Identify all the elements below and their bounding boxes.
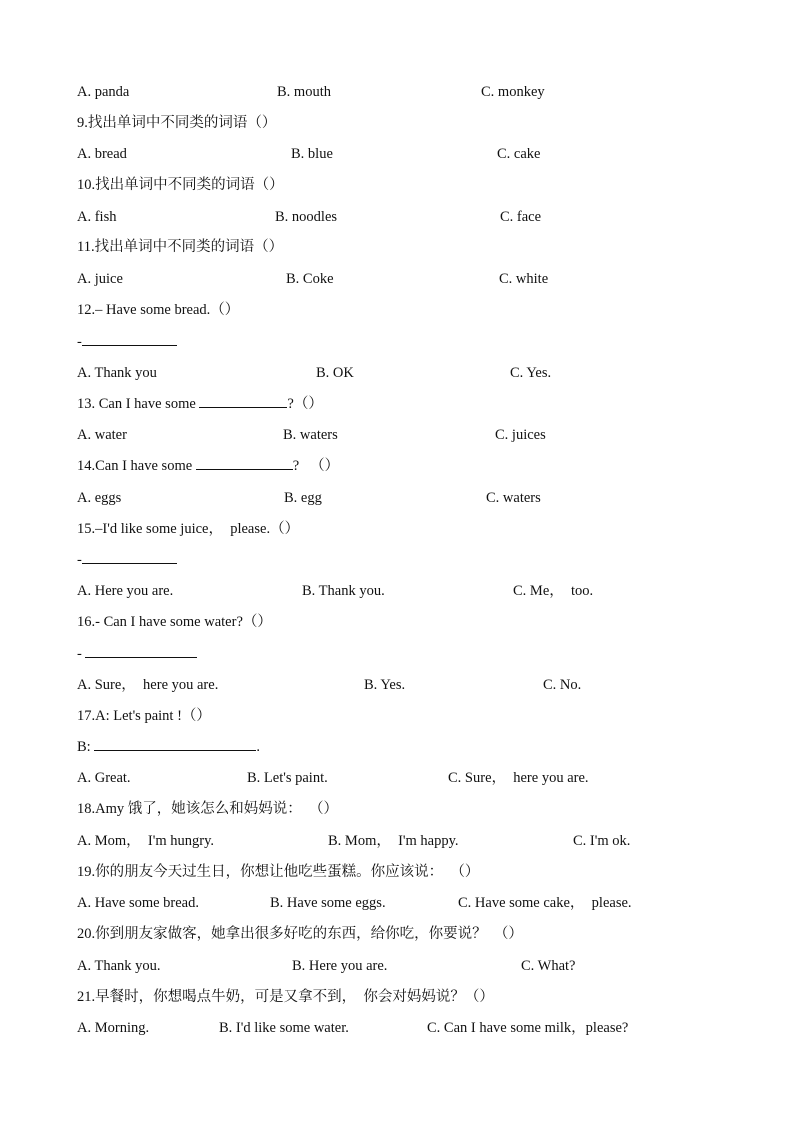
options-row-q8 [0,81,793,103]
option-a: A. panda [77,84,130,100]
question-prompt-q12 [0,299,793,321]
options-row-q11 [0,268,793,290]
question-prompt-q19 [0,861,793,883]
option-a: A. Here you are. [77,583,174,599]
option-b: B. I'd like some water. [219,1020,349,1036]
option-c: C. monkey [481,84,545,100]
option-c: C. Me， too. [513,583,594,599]
question-text: 11.找出单词中不同类的词语（） [77,239,284,255]
option-a: A. juice [77,271,123,287]
options-row-q13 [0,424,793,446]
answer-blank [196,455,293,470]
question-text: 20.你到朋友家做客，她拿出很多好吃的东西，给你吃，你要说？ （） [77,926,523,942]
question-prompt-q20 [0,923,793,945]
dash: - [77,646,86,662]
question-text-end: ?（） [287,396,323,412]
question-text: 9.找出单词中不同类的词语（） [77,115,277,131]
answer-blank [85,643,197,658]
question-prompt-q11 [0,236,793,258]
option-a: A. fish [77,209,117,225]
question-prompt-q21 [0,986,793,1008]
question-text: 15.–I'd like some juice， please.（） [77,521,300,537]
option-a: A. Great. [77,770,131,786]
option-a: A. water [77,427,127,443]
answer-blank [94,736,256,751]
option-b: B. Here you are. [292,958,388,974]
answer-blank [82,549,177,564]
option-c: C. cake [497,146,541,162]
option-c: C. Can I have some milk，please? [427,1020,629,1036]
response-line-q17 [0,736,793,758]
option-a: A. Morning. [77,1020,150,1036]
options-row-q20 [0,955,793,977]
response-line-q12 [0,331,793,353]
options-row-q15 [0,580,793,602]
option-b: B. OK [316,365,354,381]
options-row-q16 [0,674,793,696]
option-b: B. Coke [286,271,334,287]
question-prompt-q16 [0,611,793,633]
option-b: B. noodles [275,209,338,225]
option-a: A. Sure， here you are. [77,677,219,693]
dash: - [77,552,82,568]
options-row-q21 [0,1017,793,1039]
options-row-q18 [0,830,793,852]
option-a: A. bread [77,146,127,162]
option-b: B. waters [283,427,338,443]
option-c: C. face [500,209,542,225]
option-c: C. Yes. [510,365,552,381]
question-prompt-q14 [0,455,793,477]
answer-blank [199,393,287,408]
question-prompt-q13 [0,393,793,415]
option-b: B. Thank you. [302,583,385,599]
question-text: 10.找出单词中不同类的词语（） [77,177,284,193]
option-a: A. Have some bread. [77,895,199,911]
options-row-q9 [0,143,793,165]
question-prompt-q10 [0,174,793,196]
options-row-q19 [0,892,793,914]
option-c: C. Sure， here you are. [448,770,589,786]
dash: - [77,334,82,350]
option-c: C. white [499,271,549,287]
option-b: B. Let's paint. [247,770,328,786]
question-text-end: ? （） [292,458,340,474]
question-text: 18.Amy 饿了，她该怎么和妈妈说： （） [77,801,338,817]
period: . [256,739,260,755]
option-a: A. Thank you [77,365,157,381]
option-a: A. Thank you. [77,958,161,974]
question-prompt-q18 [0,798,793,820]
options-row-q10 [0,206,793,228]
options-row-q14 [0,487,793,509]
question-prompt-q15 [0,518,793,540]
option-c: C. I'm ok. [573,833,631,849]
options-row-q17 [0,767,793,789]
response-line-q16 [0,643,793,665]
option-b: B. Yes. [364,677,406,693]
option-b: B. blue [291,146,333,162]
option-c: C. waters [486,490,541,506]
option-c: C. What? [521,958,576,974]
question-text: 19.你的朋友今天过生日，你想让他吃些蛋糕。你应该说： （） [77,864,480,880]
option-c: C. juices [495,427,546,443]
option-a: A. Mom， I'm hungry. [77,833,214,849]
option-b: B. Have some eggs. [270,895,386,911]
answer-blank [82,331,177,346]
option-b: B. egg [284,490,322,506]
response-line-q15 [0,549,793,571]
option-c: C. Have some cake， please. [458,895,632,911]
option-b: B. Mom， I'm happy. [328,833,459,849]
question-prompt-q17 [0,705,793,727]
question-text: 16.- Can I have some water?（） [77,614,272,630]
question-text: 12.– Have some bread.（） [77,302,240,318]
option-a: A. eggs [77,490,122,506]
speaker-label: B: [77,739,95,755]
question-prompt-q9 [0,112,793,134]
question-text: 21.早餐时，你想喝点牛奶，可是又拿不到， 你会对妈妈说？（） [77,989,494,1005]
option-c: C. No. [543,677,582,693]
question-text: 14.Can I have some [77,458,196,474]
options-row-q12 [0,362,793,384]
question-text: 13. Can I have some [77,396,200,412]
question-text: 17.A: Let's paint !（） [77,708,211,724]
option-b: B. mouth [277,84,331,100]
